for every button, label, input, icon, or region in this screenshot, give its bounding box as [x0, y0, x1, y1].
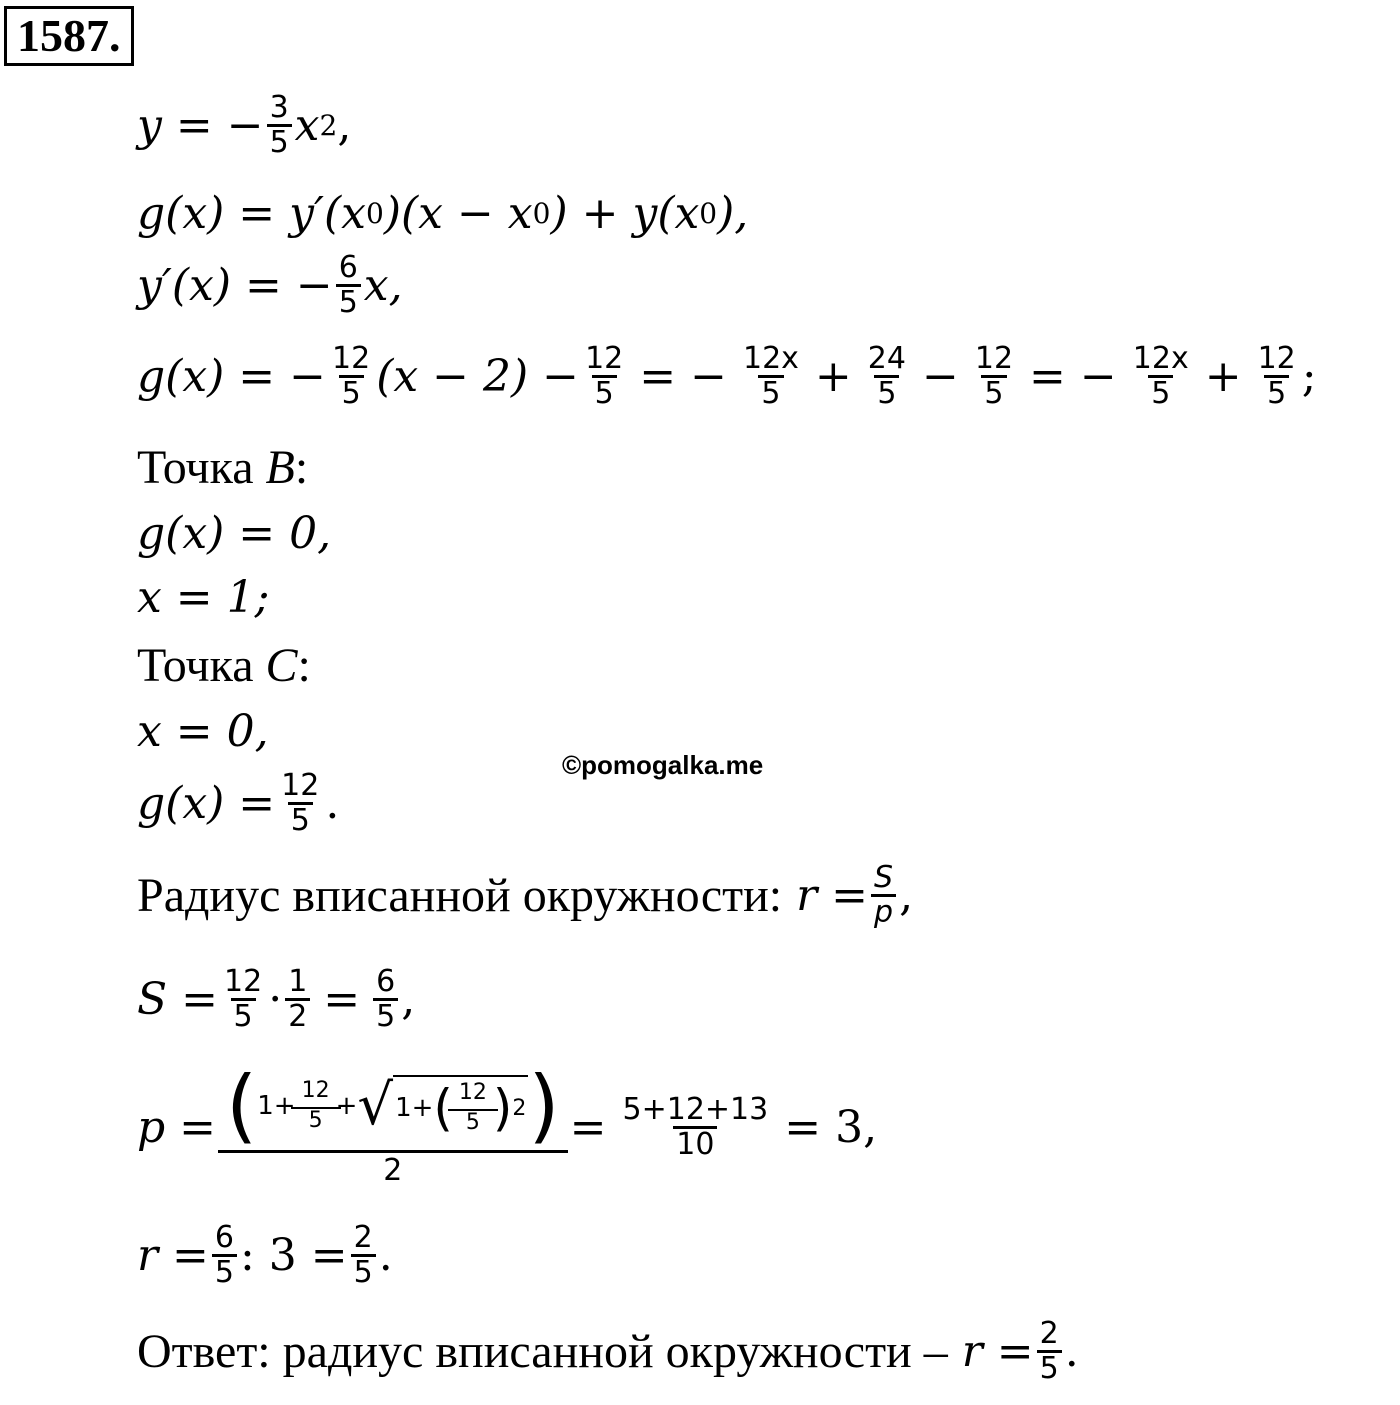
numerator: 6 — [338, 250, 358, 285]
fraction — [1130, 343, 1192, 410]
exponent: 2 — [512, 1095, 527, 1121]
punctuation: : — [294, 441, 309, 494]
numerator: 1 — [288, 964, 308, 999]
formula-part: S = — [137, 974, 218, 1025]
inradius-value — [137, 1222, 393, 1289]
watermark: ©pomogalka.me — [562, 750, 764, 780]
formula-part: ) + y(x — [550, 188, 700, 239]
numerator: 12 — [458, 1080, 487, 1105]
numerator: 3 — [269, 90, 289, 125]
subscript: 0 — [699, 197, 718, 230]
fraction — [336, 252, 361, 319]
punctuation: , — [337, 100, 352, 151]
formula-part: g(x) = y′(x — [137, 188, 366, 239]
denominator: 5 — [291, 1107, 341, 1133]
denominator: 2 — [218, 1150, 568, 1188]
denominator: 5 — [231, 998, 256, 1033]
fraction — [1255, 343, 1299, 410]
formula-part: p = — [137, 1101, 217, 1153]
fraction — [221, 966, 265, 1033]
numerator — [226, 1059, 560, 1152]
numerator: 12 — [1257, 341, 1296, 376]
denominator: 5 — [874, 375, 899, 410]
denominator: 5 — [1148, 375, 1173, 410]
formula-y — [137, 92, 351, 159]
fraction — [299, 1079, 333, 1133]
fraction — [278, 770, 322, 837]
point-c-heading — [137, 638, 311, 693]
fraction — [351, 1222, 376, 1289]
formula-part: r = — [796, 870, 869, 921]
denominator: 5 — [981, 375, 1006, 410]
fraction — [285, 966, 310, 1033]
text: Точка — [137, 441, 254, 494]
formula-part: )(x − x — [383, 188, 533, 239]
formula-g-value — [137, 770, 339, 837]
paren: ( — [226, 1059, 258, 1152]
formula-part: g(x) = — [137, 778, 276, 829]
formula-y-lhs: y = − — [137, 100, 264, 151]
numerator: 12x — [1132, 341, 1189, 376]
denominator: 5 — [212, 1254, 237, 1289]
formula-part: x, — [363, 260, 403, 311]
formula-x-one — [137, 572, 269, 623]
fraction — [456, 1081, 490, 1135]
formula-part: g(x) = 0, — [137, 508, 332, 559]
term: 1+ — [257, 1091, 296, 1121]
point-label: B — [265, 441, 295, 494]
denominator: 5 — [351, 1254, 376, 1289]
paren: ( — [433, 1079, 453, 1137]
fraction — [212, 1222, 237, 1289]
denominator: 5 — [592, 375, 617, 410]
formula-part: y′(x) = − — [137, 260, 333, 311]
answer-text: Ответ: радиус вписанной окружности – — [137, 1325, 948, 1378]
formula-derivative — [137, 252, 403, 319]
formula-part: r = — [961, 1326, 1034, 1377]
numerator: 12x — [742, 341, 799, 376]
semiperimeter-fraction — [226, 1059, 560, 1188]
punctuation: : — [297, 639, 311, 692]
area-formula — [137, 966, 415, 1033]
formula-part: = 3, — [784, 1101, 878, 1153]
radicand — [393, 1075, 528, 1137]
formula-part: x = 1; — [137, 572, 270, 623]
formula-part: r = — [137, 1230, 209, 1281]
point-label: C — [265, 639, 298, 692]
answer-line — [137, 1318, 1079, 1385]
term: + — [335, 1091, 358, 1121]
denominator: 10 — [673, 1126, 717, 1161]
formula-part: = − — [1029, 351, 1117, 402]
numerator: 6 — [214, 1220, 234, 1255]
formula-x-zero — [137, 706, 269, 757]
term: 1+ — [395, 1093, 434, 1123]
punctuation: ; — [1301, 351, 1317, 402]
numerator: S — [874, 860, 894, 895]
punctuation: . — [378, 1230, 393, 1281]
inradius-formula — [137, 862, 913, 929]
radical-sign: √ — [357, 1073, 394, 1138]
sqrt — [357, 1075, 528, 1137]
numerator: 2 — [353, 1220, 373, 1255]
subscript: 0 — [532, 197, 551, 230]
fraction — [871, 862, 896, 929]
numerator: 12 — [301, 1078, 330, 1103]
denominator: 5 — [373, 998, 398, 1033]
formula-part: (x − 2) − — [376, 351, 580, 402]
semiperimeter-formula — [137, 1059, 878, 1188]
text: Радиус вписанной окружности: — [137, 869, 783, 922]
numerator: 12 — [332, 341, 371, 376]
exponent: 2 — [319, 109, 338, 142]
numerator: 5+12+13 — [622, 1091, 769, 1127]
fraction — [267, 92, 292, 159]
formula-part: : 3 = — [239, 1230, 348, 1281]
formula-part: + — [814, 351, 852, 402]
fraction — [329, 343, 373, 410]
formula-g-zero — [137, 508, 331, 559]
formula-part: − — [921, 351, 959, 402]
formula-part: = − — [639, 351, 727, 402]
punctuation: , — [401, 974, 416, 1025]
denominator: 5 — [448, 1109, 498, 1135]
fraction — [582, 343, 626, 410]
denominator: 5 — [267, 124, 292, 159]
paren: ) — [528, 1059, 560, 1152]
formula-part: g(x) = − — [137, 351, 327, 402]
denominator: p — [871, 894, 896, 929]
fraction — [740, 343, 802, 410]
denominator: 5 — [339, 375, 364, 410]
problem-number: 1587. — [4, 6, 134, 66]
fraction — [373, 966, 398, 1033]
fraction — [1037, 1318, 1062, 1385]
numerator: 6 — [376, 964, 396, 999]
fraction — [620, 1091, 772, 1162]
paren: ) — [492, 1079, 513, 1137]
punctuation: , — [899, 870, 914, 921]
fraction — [972, 343, 1016, 410]
denominator: 2 — [285, 998, 310, 1033]
numerator: 24 — [867, 341, 906, 376]
denominator: 5 — [336, 284, 361, 319]
denominator: 5 — [1264, 375, 1289, 410]
numerator: 12 — [585, 341, 624, 376]
variable: x — [294, 100, 320, 151]
punctuation: . — [325, 778, 340, 829]
formula-g-expansion — [137, 343, 1317, 410]
multiply-dot: · — [268, 974, 283, 1025]
numerator: 2 — [1039, 1316, 1059, 1351]
fraction — [865, 343, 909, 410]
formula-part: x = 0, — [137, 706, 269, 757]
denominator: 5 — [288, 802, 313, 837]
formula-part: ), — [717, 188, 749, 239]
numerator: 12 — [224, 964, 263, 999]
formula-part: + — [1204, 351, 1242, 402]
point-b-heading — [137, 440, 308, 495]
punctuation: . — [1064, 1326, 1079, 1377]
subscript: 0 — [365, 197, 384, 230]
formula-tangent — [137, 188, 748, 239]
equals: = — [569, 1101, 607, 1153]
numerator: 12 — [974, 341, 1014, 376]
numerator: 12 — [281, 768, 320, 803]
equals: = — [323, 974, 361, 1025]
denominator: 5 — [758, 375, 783, 410]
denominator: 5 — [1037, 1350, 1062, 1385]
text: Точка — [137, 639, 254, 692]
